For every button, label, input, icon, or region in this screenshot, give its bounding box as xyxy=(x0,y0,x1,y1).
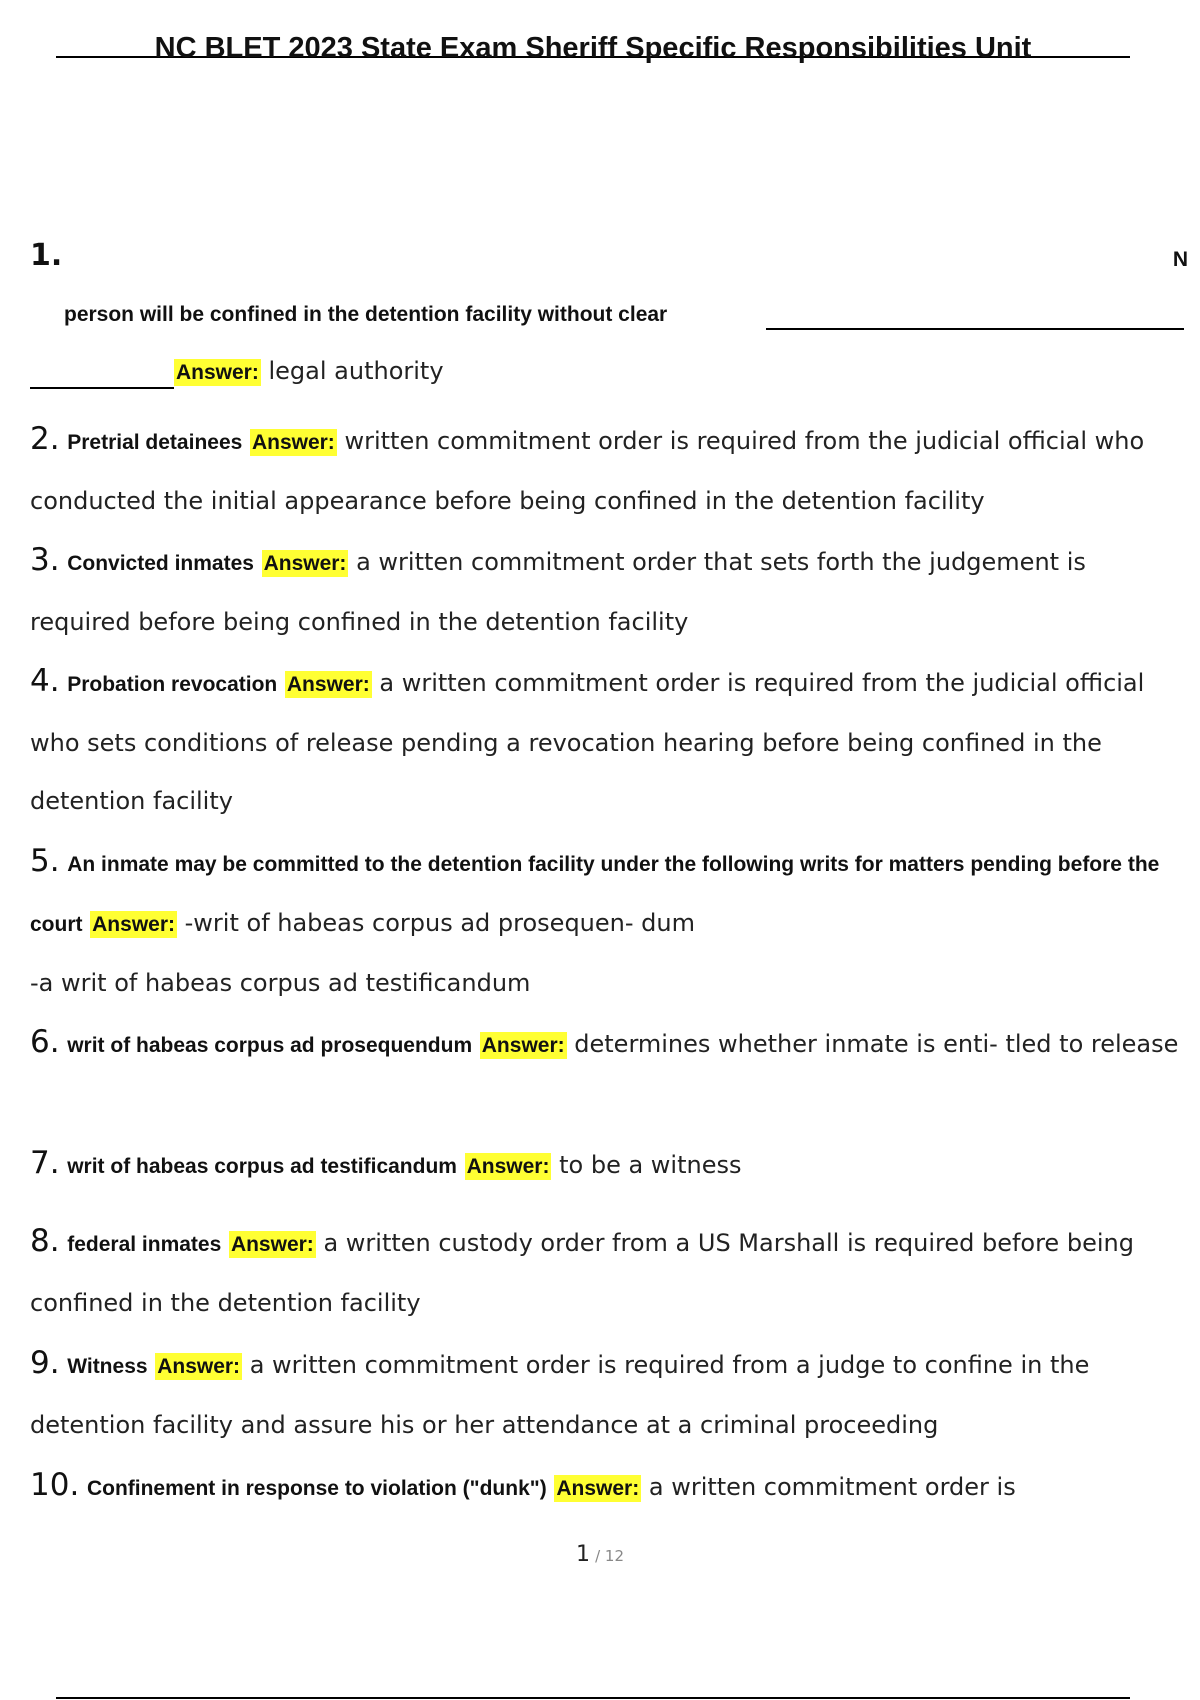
question-text: Pretrial detainees xyxy=(67,431,243,454)
answer-label: Answer: xyxy=(481,1034,565,1057)
question-number: 7. xyxy=(30,1145,60,1181)
answer-text: a written commitment order is required from a judge to confine in the detention facility and assure his or her attendance at a criminal proceeding xyxy=(30,1351,1090,1439)
title-block xyxy=(56,28,1130,68)
question-item xyxy=(30,1456,1190,1518)
answer-text: -writ of habeas corpus ad prosequen- dum xyxy=(184,909,695,937)
answer-text: legal authority xyxy=(268,357,444,385)
answer-text: a written custody order from a US Marshall is required before being confined in the detention facility xyxy=(30,1229,1134,1317)
question-item xyxy=(30,652,1190,830)
answer-label: Answer: xyxy=(157,1355,241,1378)
question-text: Witness xyxy=(67,1355,148,1378)
answer-label: Answer: xyxy=(230,1233,314,1256)
answer-label: Answer: xyxy=(92,913,175,936)
answer-label: Answer: xyxy=(176,361,259,384)
question-item xyxy=(30,1134,1190,1196)
question-number: 4. xyxy=(30,663,60,699)
question-number: 9. xyxy=(30,1345,60,1381)
answer-label: Answer: xyxy=(466,1155,550,1178)
answer-text: a written commitment order is required from the judicial official who sets conditions of release pending a revocation hearing before being confined in the detention facility xyxy=(30,669,1145,815)
answer-text-extra: -a writ of habeas corpus ad testificandum xyxy=(30,969,531,997)
question-1-number: 1. xyxy=(30,238,63,273)
answer-text: written commitment order is required from the judicial official who conducted the initial appearance before being confined in the detention facility xyxy=(30,427,1145,515)
question-item xyxy=(30,1212,1190,1332)
answer-label: Answer: xyxy=(556,1477,640,1500)
answer-label: Answer: xyxy=(263,552,347,575)
question-item xyxy=(30,531,1190,651)
question-text: Probation revocation xyxy=(67,673,278,696)
question-1-text: person will be confined in the detention facility without clear xyxy=(64,303,668,326)
answer-text: a written commitment order that sets forth the judgement is required before being confined in the detention facility xyxy=(30,548,1086,636)
answer-label: Answer: xyxy=(286,673,370,696)
answer-text: determines whether inmate is enti- tled to release xyxy=(574,1030,1179,1058)
page-total: / 12 xyxy=(595,1547,624,1565)
answer-text: a written commitment order is xyxy=(648,1473,1016,1501)
question-1-answer xyxy=(174,357,444,385)
question-item xyxy=(30,1013,1190,1075)
question-1-continued-letter: N xyxy=(1172,248,1188,271)
question-number: 3. xyxy=(30,542,60,578)
question-text: writ of habeas corpus ad testificandum xyxy=(67,1155,457,1178)
question-text: writ of habeas corpus ad prosequendum xyxy=(67,1034,473,1057)
question-item xyxy=(30,1334,1190,1454)
answer-blank-line xyxy=(30,387,174,389)
question-number: 2. xyxy=(30,421,60,457)
answer-blank-line xyxy=(766,328,1184,330)
question-number: 6. xyxy=(30,1024,60,1060)
question-item xyxy=(30,832,1190,1012)
question-text: Convicted inmates xyxy=(67,552,254,575)
page-number xyxy=(0,1542,1200,1567)
question-text: An inmate may be committed to the detention facility under the following writs for matters pending before the court xyxy=(30,853,1160,936)
answer-text: to be a witness xyxy=(559,1151,742,1179)
answer-label: Answer: xyxy=(251,431,335,454)
page-current: 1 xyxy=(575,1542,590,1567)
page-title: NC BLET 2023 State Exam Sheriff Specific Responsibilities Unit xyxy=(154,32,1032,64)
question-text: federal inmates xyxy=(67,1233,222,1256)
question-number: 10. xyxy=(30,1467,80,1503)
footer-rule xyxy=(56,1697,1130,1699)
question-item xyxy=(30,410,1190,530)
question-number: 5. xyxy=(30,843,60,879)
question-number: 8. xyxy=(30,1223,60,1259)
question-text: Confinement in response to violation ("dunk") xyxy=(86,1477,547,1500)
